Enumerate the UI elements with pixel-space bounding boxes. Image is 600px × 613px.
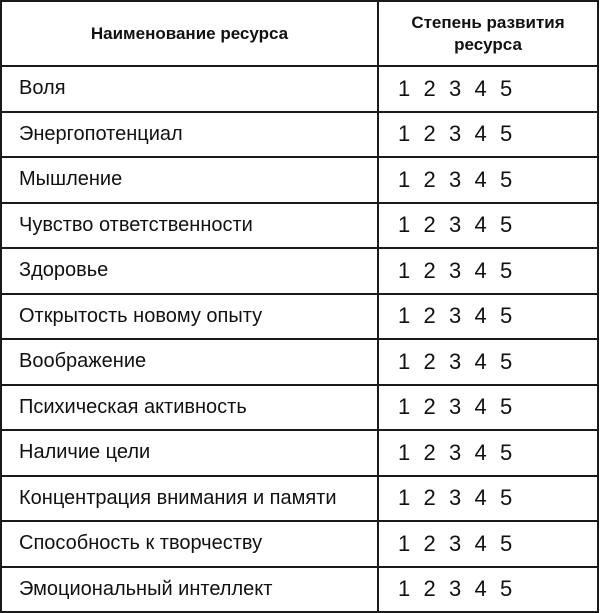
resource-name-cell: Воображение bbox=[1, 339, 378, 385]
level-option-5[interactable]: 5 bbox=[500, 576, 513, 602]
level-option-3[interactable]: 3 bbox=[449, 439, 462, 465]
level-option-1[interactable]: 1 bbox=[398, 303, 411, 329]
resource-name-cell: Энергопотенциал bbox=[1, 112, 378, 158]
resource-name-cell: Наличие цели bbox=[1, 430, 378, 476]
table-row bbox=[1, 521, 598, 567]
level-option-3[interactable]: 3 bbox=[449, 394, 462, 420]
level-option-2[interactable]: 2 bbox=[423, 439, 436, 465]
table-row bbox=[1, 248, 598, 294]
table-row bbox=[1, 157, 598, 203]
level-option-1[interactable]: 1 bbox=[398, 394, 411, 420]
level-option-1[interactable]: 1 bbox=[398, 439, 411, 465]
level-option-2[interactable]: 2 bbox=[423, 394, 436, 420]
development-level-cell bbox=[378, 248, 598, 294]
level-option-4[interactable]: 4 bbox=[474, 121, 487, 147]
level-option-5[interactable]: 5 bbox=[500, 212, 513, 238]
level-option-2[interactable]: 2 bbox=[423, 212, 436, 238]
level-option-5[interactable]: 5 bbox=[500, 439, 513, 465]
table-row bbox=[1, 339, 598, 385]
development-level-cell bbox=[378, 430, 598, 476]
level-option-1[interactable]: 1 bbox=[398, 348, 411, 374]
development-level-cell bbox=[378, 521, 598, 567]
level-option-4[interactable]: 4 bbox=[474, 394, 487, 420]
level-option-5[interactable]: 5 bbox=[500, 166, 513, 192]
level-option-2[interactable]: 2 bbox=[423, 576, 436, 602]
level-option-1[interactable]: 1 bbox=[398, 485, 411, 511]
level-option-1[interactable]: 1 bbox=[398, 75, 411, 101]
level-option-2[interactable]: 2 bbox=[423, 485, 436, 511]
level-option-2[interactable]: 2 bbox=[423, 303, 436, 329]
table-row bbox=[1, 294, 598, 340]
table-row bbox=[1, 385, 598, 431]
table-row bbox=[1, 203, 598, 249]
level-option-2[interactable]: 2 bbox=[423, 121, 436, 147]
table-header bbox=[1, 1, 598, 66]
development-level-cell bbox=[378, 112, 598, 158]
resource-name-cell: Эмоциональный интеллект bbox=[1, 567, 378, 613]
level-option-1[interactable]: 1 bbox=[398, 121, 411, 147]
level-option-1[interactable]: 1 bbox=[398, 166, 411, 192]
level-option-2[interactable]: 2 bbox=[423, 530, 436, 556]
level-option-5[interactable]: 5 bbox=[500, 530, 513, 556]
level-option-5[interactable]: 5 bbox=[500, 348, 513, 374]
level-option-5[interactable]: 5 bbox=[500, 303, 513, 329]
level-option-5[interactable]: 5 bbox=[500, 394, 513, 420]
resource-name-cell: Воля bbox=[1, 66, 378, 112]
table-body bbox=[1, 66, 598, 612]
development-level-cell bbox=[378, 339, 598, 385]
resource-name-cell: Концентрация внимания и памяти bbox=[1, 476, 378, 522]
level-option-4[interactable]: 4 bbox=[474, 303, 487, 329]
level-option-5[interactable]: 5 bbox=[500, 121, 513, 147]
level-option-3[interactable]: 3 bbox=[449, 166, 462, 192]
level-option-3[interactable]: 3 bbox=[449, 257, 462, 283]
level-option-2[interactable]: 2 bbox=[423, 75, 436, 101]
level-option-5[interactable]: 5 bbox=[500, 485, 513, 511]
level-option-3[interactable]: 3 bbox=[449, 576, 462, 602]
level-option-4[interactable]: 4 bbox=[474, 166, 487, 192]
development-level-cell bbox=[378, 157, 598, 203]
level-option-2[interactable]: 2 bbox=[423, 348, 436, 374]
level-option-1[interactable]: 1 bbox=[398, 212, 411, 238]
level-option-1[interactable]: 1 bbox=[398, 576, 411, 602]
table-row bbox=[1, 112, 598, 158]
level-option-4[interactable]: 4 bbox=[474, 485, 487, 511]
development-level-cell bbox=[378, 567, 598, 613]
level-option-3[interactable]: 3 bbox=[449, 530, 462, 556]
level-option-3[interactable]: 3 bbox=[449, 485, 462, 511]
resource-name-cell: Психическая активность bbox=[1, 385, 378, 431]
resource-name-cell: Здоровье bbox=[1, 248, 378, 294]
level-option-5[interactable]: 5 bbox=[500, 75, 513, 101]
level-option-4[interactable]: 4 bbox=[474, 212, 487, 238]
development-level-cell bbox=[378, 203, 598, 249]
header-level-line-2: ресурса bbox=[454, 34, 522, 54]
header-development-level bbox=[378, 1, 598, 66]
development-level-cell bbox=[378, 476, 598, 522]
table-row bbox=[1, 430, 598, 476]
level-option-3[interactable]: 3 bbox=[449, 348, 462, 374]
development-level-cell bbox=[378, 385, 598, 431]
level-option-5[interactable]: 5 bbox=[500, 257, 513, 283]
level-option-4[interactable]: 4 bbox=[474, 530, 487, 556]
level-option-1[interactable]: 1 bbox=[398, 257, 411, 283]
level-option-4[interactable]: 4 bbox=[474, 576, 487, 602]
header-resource-name: Наименование ресурса bbox=[1, 1, 378, 66]
development-level-cell bbox=[378, 66, 598, 112]
level-option-3[interactable]: 3 bbox=[449, 75, 462, 101]
table-row bbox=[1, 476, 598, 522]
resource-name-cell: Мышление bbox=[1, 157, 378, 203]
level-option-1[interactable]: 1 bbox=[398, 530, 411, 556]
level-option-2[interactable]: 2 bbox=[423, 257, 436, 283]
level-option-3[interactable]: 3 bbox=[449, 212, 462, 238]
resource-name-cell: Открытость новому опыту bbox=[1, 294, 378, 340]
level-option-4[interactable]: 4 bbox=[474, 257, 487, 283]
level-option-4[interactable]: 4 bbox=[474, 348, 487, 374]
development-level-cell bbox=[378, 294, 598, 340]
level-option-2[interactable]: 2 bbox=[423, 166, 436, 192]
header-row bbox=[1, 1, 598, 66]
resource-name-cell: Способность к творчеству bbox=[1, 521, 378, 567]
level-option-4[interactable]: 4 bbox=[474, 75, 487, 101]
level-option-3[interactable]: 3 bbox=[449, 121, 462, 147]
level-option-4[interactable]: 4 bbox=[474, 439, 487, 465]
table-row bbox=[1, 567, 598, 613]
table-row bbox=[1, 66, 598, 112]
level-option-3[interactable]: 3 bbox=[449, 303, 462, 329]
resource-name-cell: Чувство ответственности bbox=[1, 203, 378, 249]
header-level-line-1: Степень развития bbox=[411, 12, 565, 32]
